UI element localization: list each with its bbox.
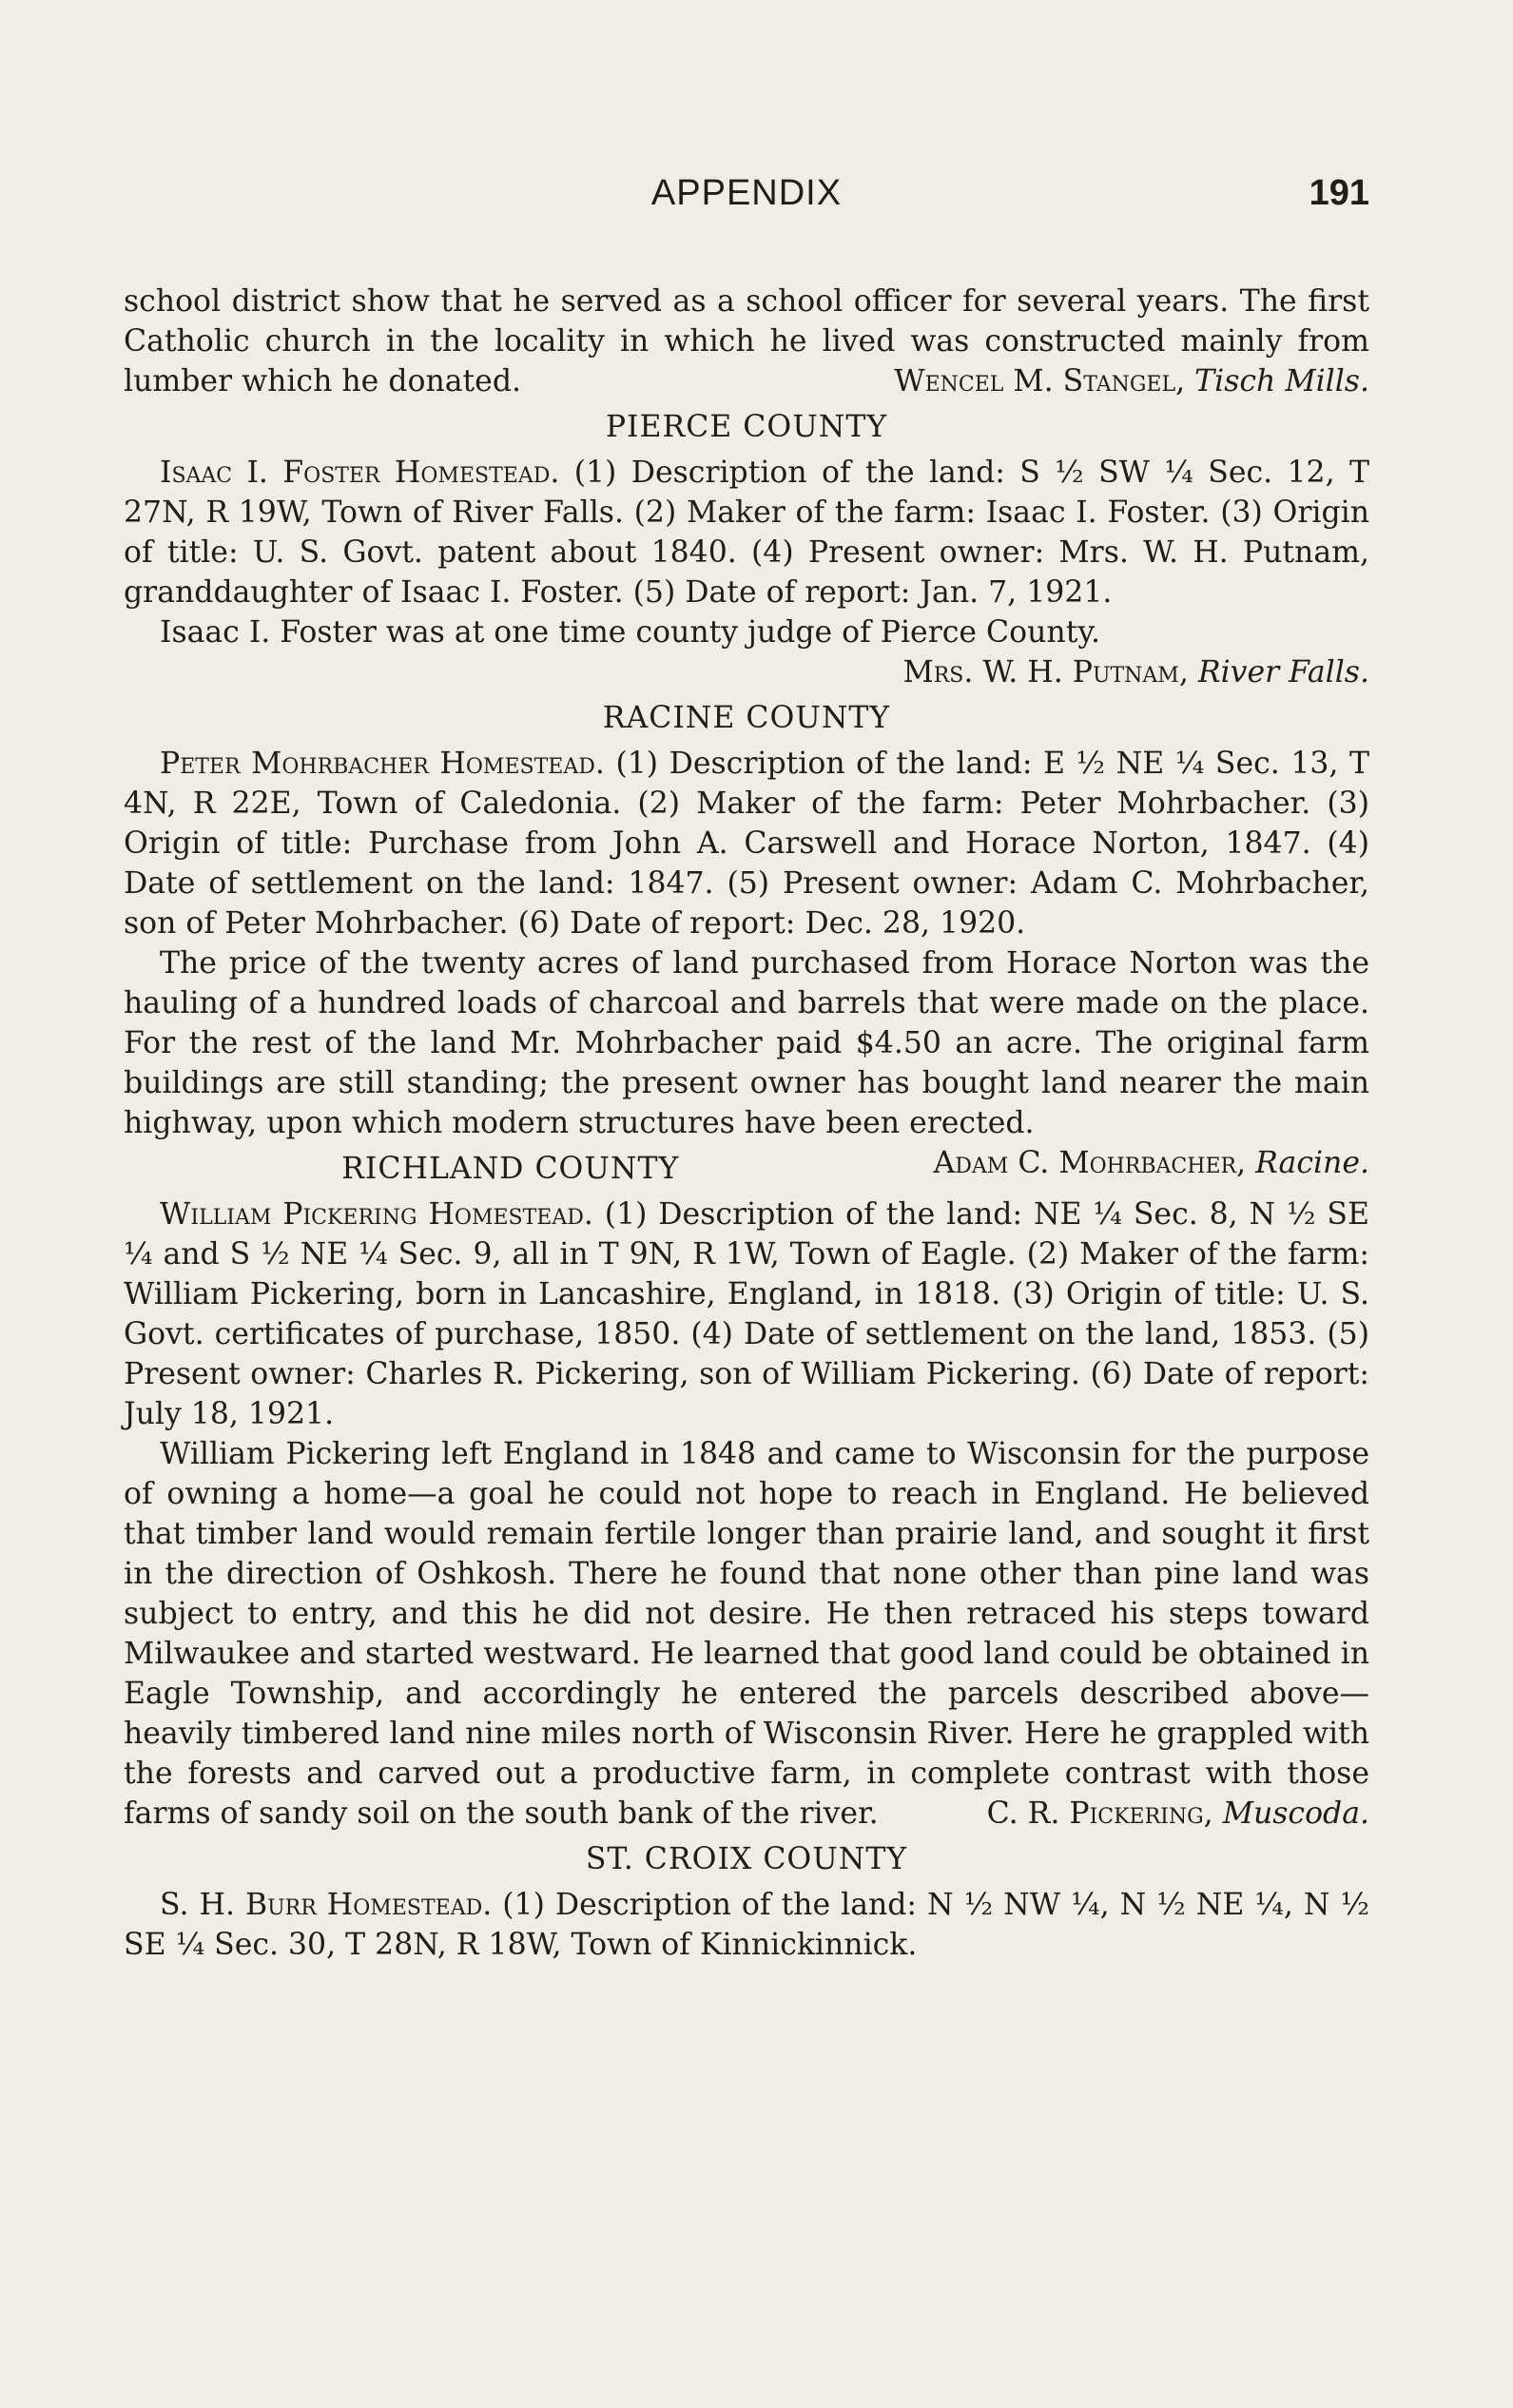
running-header bbox=[124, 169, 1369, 217]
pierce-signature-place: River Falls. bbox=[1197, 655, 1369, 689]
page-number: 191 bbox=[1309, 173, 1369, 213]
richland-signature-name: C. R. Pickering, bbox=[986, 1796, 1213, 1831]
intro-signature-name: Wencel M. Stangel, bbox=[894, 364, 1186, 398]
richland-entry-title: William Pickering Homestead. bbox=[160, 1197, 593, 1232]
racine-signature-name: Adam C. Mohrbacher, bbox=[933, 1146, 1247, 1180]
richland-entry-text: (1) Description of the land: NE ¼ Sec. 8, N ½ SE ¼ and S ½ NE ¼ Sec. 9, all in T 9N, R 1W, Town of Eagle. (2) Maker of the farm: William Pickering, born in Lancashire, England, in 1818. (3) Origin of title: U. S. Govt. certificates of purchase, 1850. (4) Date of settlement on the land, 1853. (5) Present owner: Charles R. Pickering, son of William Pickering. (6) Date of report: July 18, 1921. bbox=[124, 1197, 1369, 1431]
pierce-entry-text: (1) Description of the land: S ½ SW ¼ Sec. 12, T 27N, R 19W, Town of River Falls. (2) Maker of the farm: Isaac I. Foster. (3) Origin of title: U. S. Govt. patent about 1840. (4) Present owner: Mrs. W. H. Putnam, granddaughter of Isaac I. Foster. (5) Date of report: Jan. 7, 1921. bbox=[124, 456, 1369, 610]
racine-entry bbox=[124, 744, 1369, 943]
racine-entry-title: Peter Mohrbacher Homestead. bbox=[160, 747, 605, 781]
racine-county-heading: RACINE COUNTY bbox=[602, 701, 891, 735]
intro-paragraph bbox=[124, 282, 1369, 401]
stcroix-entry-text: (1) Description of the land: N ½ NW ¼, N ½ NE ¼, N ½ SE ¼ Sec. 30, T 28N, R 18W, Town of Kinnickinnick. bbox=[124, 1888, 1370, 1962]
page-body bbox=[124, 282, 1369, 1965]
stcroix-county-heading: ST. CROIX COUNTY bbox=[585, 1842, 908, 1876]
stcroix-entry-title: S. H. Burr Homestead. bbox=[160, 1888, 493, 1922]
pierce-county-heading: PIERCE COUNTY bbox=[605, 410, 888, 444]
pierce-entry bbox=[124, 453, 1369, 612]
stcroix-entry bbox=[124, 1885, 1369, 1965]
richland-note bbox=[124, 1434, 1369, 1834]
richland-entry bbox=[124, 1194, 1369, 1434]
racine-signature bbox=[898, 1143, 1369, 1183]
intro-signature bbox=[894, 361, 1369, 401]
richland-county-heading: RICHLAND COUNTY bbox=[341, 1152, 680, 1186]
richland-note-text: William Pickering left England in 1848 and came to Wisconsin for the purpose of owning a home—a goal he could not hope to reach in England. He believed that timber land would remain fertile longer than prairie land, and sought it first in the direction of Oshkosh. There he found that none other than pine land was subject to entry, and this he did not desire. He then retraced his steps toward Milwaukee and started westward. He learned that good land could be obtained in Eagle Township, and accordingly he entered the parcels described above—heavily timbered land nine miles north of Wisconsin River. Here he grappled with the forests and carved out a productive farm, in complete contrast with those farms of sandy soil on the south bank of the river. bbox=[124, 1437, 1369, 1831]
richland-signature bbox=[951, 1794, 1369, 1834]
intro-text: school district show that he served as a school officer for several years. The first Catholic church in the locality in which he lived was constructed mainly from lumber which he donated. bbox=[124, 284, 1369, 398]
pierce-note: Isaac I. Foster was at one time county judge of Pierce County. bbox=[160, 615, 1100, 650]
racine-note-text: The price of the twenty acres of land purchased from Horace Norton was the hauling of a hundred loads of charcoal and barrels that were made on the place. For the rest of the land Mr. Mohrbacher paid $4.50 an acre. The original farm buildings are still standing; the present owner has bought land nearer the main highway, upon which modern structures have been erected. bbox=[124, 946, 1369, 1140]
pierce-signature-name: Mrs. W. H. Putnam, bbox=[902, 655, 1189, 689]
intro-signature-place: Tisch Mills. bbox=[1194, 364, 1369, 398]
racine-signature-place: Racine. bbox=[1255, 1146, 1369, 1180]
running-title: APPENDIX bbox=[650, 173, 843, 213]
racine-entry-text: (1) Description of the land: E ½ NE ¼ Sec. 13, T 4N, R 22E, Town of Caledonia. (2) Maker of the farm: Peter Mohrbacher. (3) Origin of title: Purchase from John A. Carswell and Horace Norton, 1847. (4) Date of settlement on the land: 1847. (5) Present owner: Adam C. Mohrbacher, son of Peter Mohrbacher. (6) Date of report: Dec. 28, 1920. bbox=[124, 747, 1369, 941]
pierce-entry-title: Isaac I. Foster Homestead. bbox=[160, 456, 560, 490]
richland-signature-place: Muscoda. bbox=[1222, 1796, 1369, 1831]
pierce-signature bbox=[124, 652, 1369, 692]
